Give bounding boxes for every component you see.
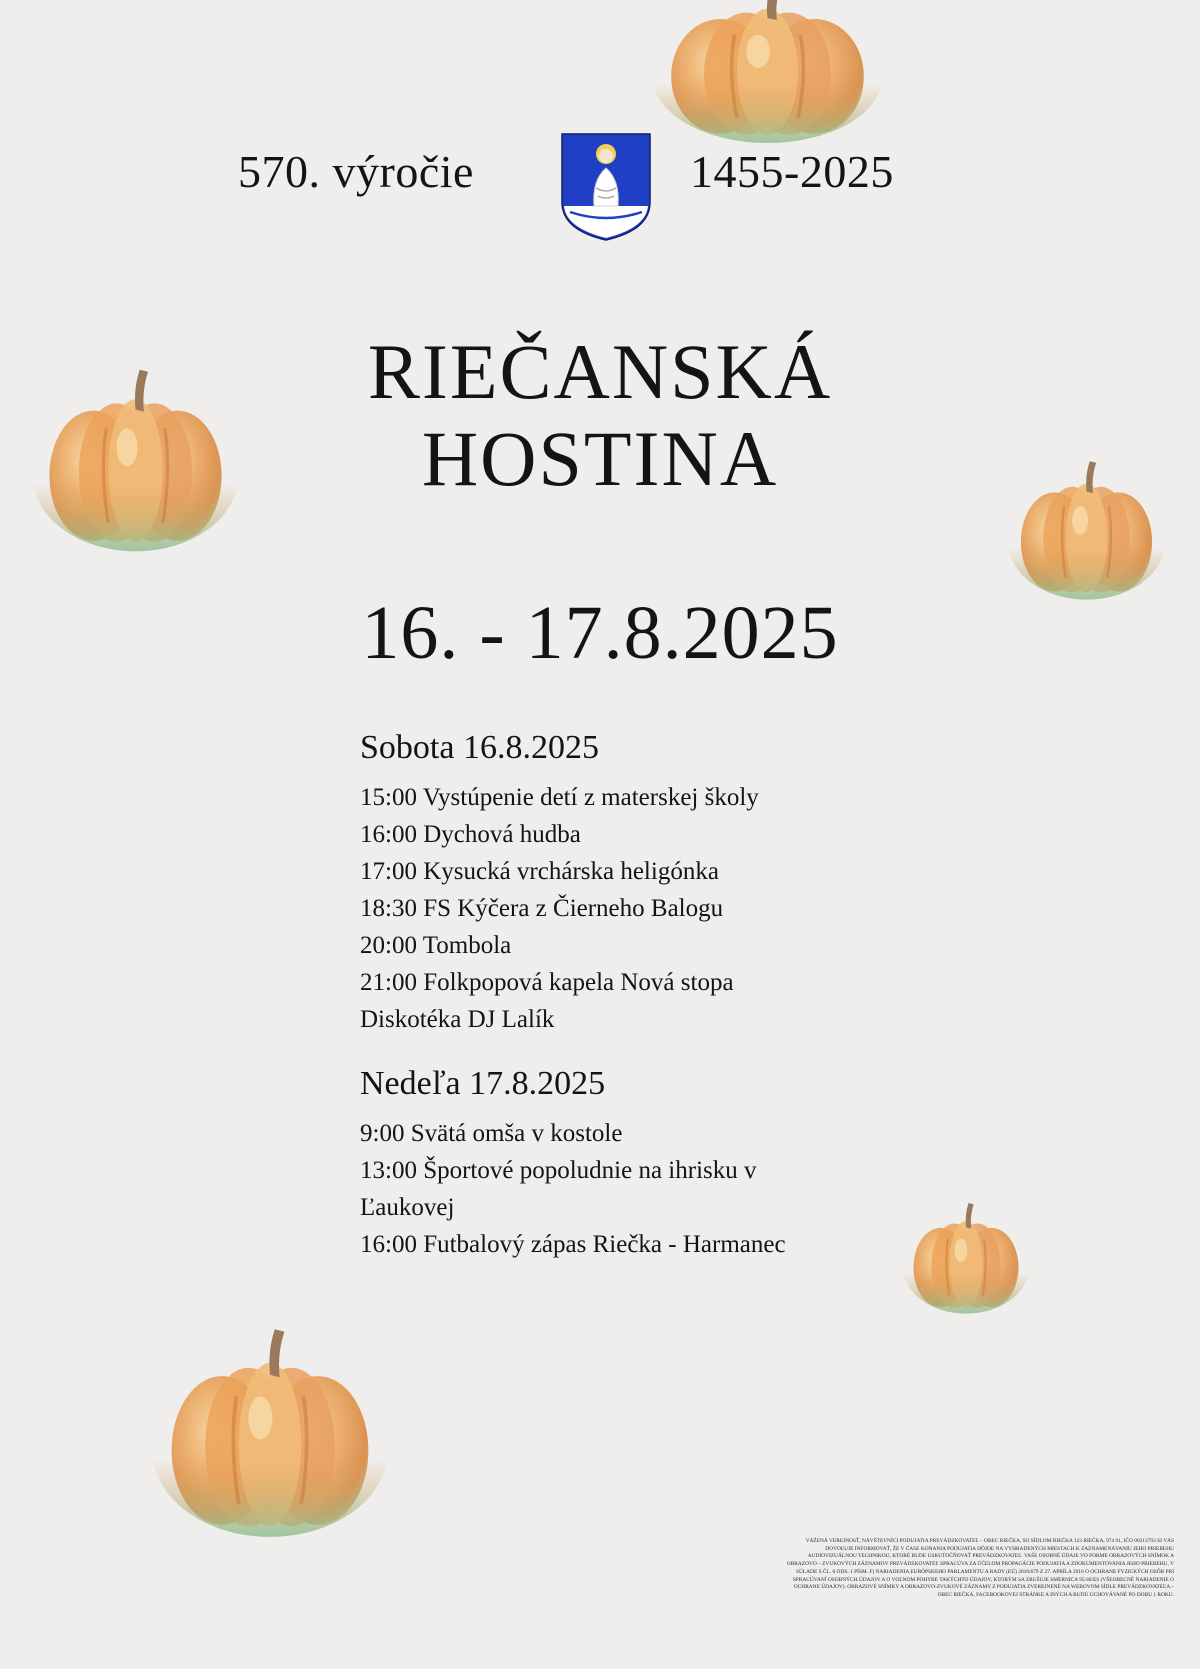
pumpkin-icon xyxy=(150,1310,390,1555)
program-item: 15:00 Vystúpenie detí z materskej školy xyxy=(360,783,759,811)
event-date-range: 16. - 17.8.2025 xyxy=(361,591,839,675)
program-item: 21:00 Folkpopová kapela Nová stopa xyxy=(360,968,734,996)
program-item: 16:00 Futbalový zápas Riečka - Harmanec xyxy=(360,1230,786,1258)
event-title-line1: RIEČANSKÁ xyxy=(367,328,833,415)
anniversary-years: 1455-2025 xyxy=(690,146,894,197)
pumpkin-icon xyxy=(902,1194,1030,1322)
coat-of-arms-icon xyxy=(560,132,652,242)
program-item: 9:00 Svätá omša v kostole xyxy=(360,1119,623,1147)
program-item: Diskotéka DJ Lalík xyxy=(360,1005,555,1033)
program-saturday xyxy=(360,728,920,1038)
day-heading: Nedeľa 17.8.2025 xyxy=(360,1065,606,1102)
program-item: 20:00 Tombola xyxy=(360,931,512,959)
event-title-line2: HOSTINA xyxy=(421,415,779,502)
program-sunday xyxy=(360,1064,920,1263)
program-item: 16:00 Dychová hudba xyxy=(360,820,581,848)
program-item: 17:00 Kysucká vrchárska heligónka xyxy=(360,857,719,885)
gdpr-notice: VÁŽENÁ VEREJNOSŤ, NÁVŠTEVNÍCI PODUJATIA PREVÁDZKOVATEĽ – OBEC RIEČKA, SO SÍDLOM RIEČKA 123 RIEČKA, 974 01, IČO 00313793 SI VÁS DOVOĽUJE INFORMOVAŤ, ŽE V ČASE KONANIA PODUJATIA DÔJDE NA VYHRADENÝCH MIESTACH K ZAZNAMENÁVANIU JEHO PRIEBEHU AUDIOVIZUÁLNOU TECHNIKOU, KTORÉ BUDE USKUTOČŇOVAŤ PREVÁDZKOVATEĽ. VAŠE OSOBNÉ ÚDAJE VO FORME OBRAZOVÝCH SNÍMOK A OBRAZOVO – ZVUKOVÝCH ZÁZNAMOV PREVÁDZKOVATEĽ SPRACÚVA ZA ÚČELOM PROPAGÁCIE PODUJATIA A ZDOKUMENTOVANIA JEHO PRIEBEHU, V SÚLADE S ČL. 6 ODS. 1 PÍSM. F) NARIADENIA EURÓPSKEHO PARLAMENTU A RADY (EÚ) 2016/679 Z 27. APRÍLA 2016 O OCHRANE FYZICKÝCH OSÔB PRI SPRACÚVANÍ OSOBNÝCH ÚDAJOV A O VOĽNOM POHYBE TAKÝCHTO ÚDAJOV, KTORÝM SA ZRUŠUJE SMERNICA 95/46/ES (VŠEOBECNÉ NARIADENIE O OCHRANE ÚDAJOV). OBRAZOVÉ SNÍMKY A OBRAZOVO-ZVUKOVÉ ZÁZNAMY Z PODUJATIA ZVEREJNENÉ NA WEBOVOM SÍDLE PREVÁDZKOVATEĽA – OBEC RIEČKA, FACEBOOKOVEJ STRÁNKE A INÝCH A BUDÚ UCHOVÁVANÉ PO DOBU 1 ROKU. xyxy=(786,1538,1174,1598)
day-heading: Sobota 16.8.2025 xyxy=(360,729,599,766)
program-item: 13:00 Športové popoludnie na ihrisku v Ľaukovej xyxy=(360,1156,757,1221)
pumpkin-icon xyxy=(650,0,885,155)
program-item: 18:30 FS Kýčera z Čierneho Balogu xyxy=(360,894,724,922)
anniversary-label: 570. výročie xyxy=(238,146,474,197)
program-list xyxy=(360,779,920,1038)
program-list xyxy=(360,1115,920,1263)
